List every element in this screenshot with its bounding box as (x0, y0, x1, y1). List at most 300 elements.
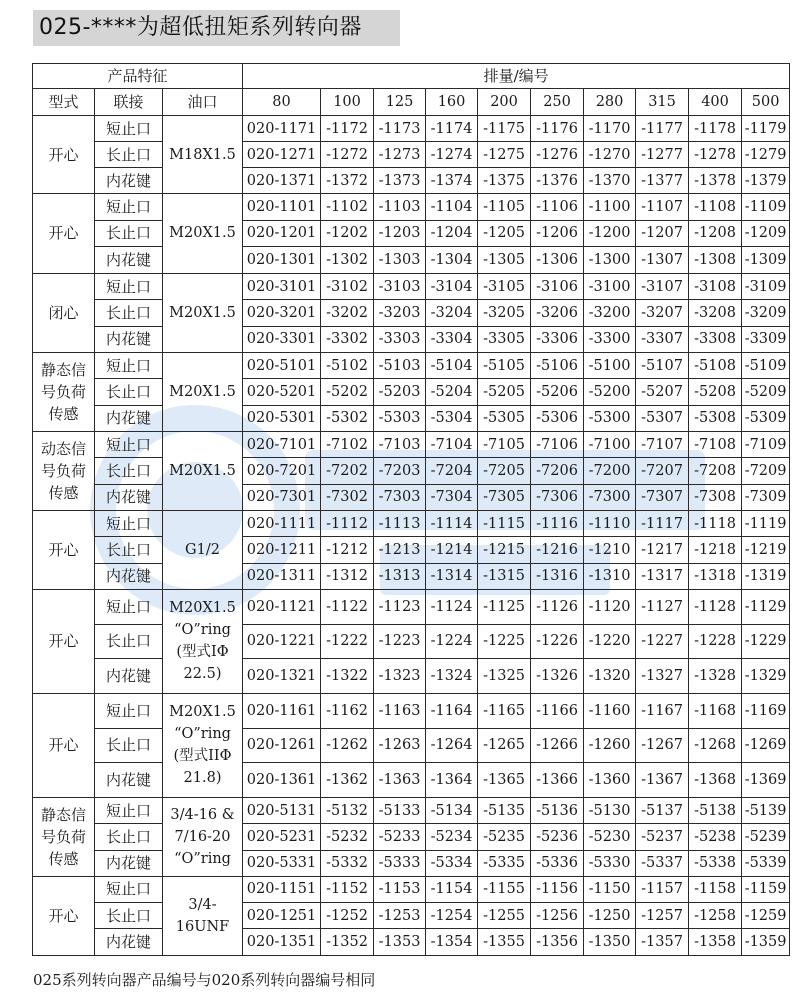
part-number-cell: -1224 (426, 624, 478, 659)
connection-cell: 短止口 (95, 352, 163, 378)
connection-cell: 短止口 (95, 876, 163, 902)
part-number-cell: -7304 (426, 484, 478, 510)
part-number-cell: -1302 (321, 247, 374, 274)
header-displacement-value: 500 (742, 89, 790, 116)
part-number-cell: -1202 (321, 220, 374, 247)
part-number-cell: 020-1351 (243, 929, 321, 955)
table-row (33, 352, 790, 378)
part-number-cell: 020-1111 (243, 510, 321, 536)
part-number-cell: -5330 (584, 850, 636, 876)
spec-table (32, 63, 790, 956)
part-number-cell: 020-1161 (243, 693, 321, 728)
part-number-cell: -1205 (478, 220, 531, 247)
connection-cell: 短止口 (95, 431, 163, 457)
part-number-cell: -5209 (742, 379, 790, 405)
part-number-cell: -1322 (321, 659, 374, 694)
part-number-cell: -5200 (584, 379, 636, 405)
port-label: M18X1.5 (169, 146, 236, 163)
table-row (33, 116, 790, 142)
part-number-cell: -1378 (689, 168, 742, 194)
part-number-cell: -5208 (689, 379, 742, 405)
part-number-cell: -1274 (426, 142, 478, 168)
table-row (33, 142, 790, 168)
type-label: 号负荷 (40, 461, 86, 480)
part-number-cell: -1117 (636, 510, 689, 536)
part-number-cell: -5335 (478, 850, 531, 876)
part-number-cell: -5132 (321, 797, 374, 823)
part-number-cell: -1129 (742, 589, 790, 624)
part-number-cell: -3106 (531, 273, 584, 299)
part-number-cell: -1218 (689, 537, 742, 563)
part-number-cell: 020-1271 (243, 142, 321, 168)
part-number-cell: -5136 (531, 797, 584, 823)
part-number-cell: -1225 (478, 624, 531, 659)
part-number-cell: -7200 (584, 458, 636, 484)
table-row (33, 624, 790, 659)
part-number-cell: 020-1371 (243, 168, 321, 194)
part-number-cell: -7206 (531, 458, 584, 484)
part-number-cell: -1115 (478, 510, 531, 536)
connection-cell: 长止口 (95, 537, 163, 563)
part-number-cell: -1229 (742, 624, 790, 659)
part-number-cell: -1317 (636, 563, 689, 589)
part-number-cell: -5338 (689, 850, 742, 876)
connection-cell: 长止口 (95, 824, 163, 850)
connection-cell: 长止口 (95, 624, 163, 659)
part-number-cell: -1309 (742, 247, 790, 274)
part-number-cell: -1360 (584, 763, 636, 798)
part-number-cell: -3308 (689, 326, 742, 352)
part-number-cell: -3302 (321, 326, 374, 352)
part-number-cell: -7103 (374, 431, 426, 457)
header-row (33, 64, 790, 89)
part-number-cell: -1165 (478, 693, 531, 728)
footnote: 025系列转向器产品编号与020系列转向器编号相同 (33, 971, 376, 989)
table-row (33, 168, 790, 194)
part-number-cell: -5105 (478, 352, 531, 378)
port-label: (型式IIΦ (173, 748, 232, 765)
part-number-cell: -5305 (478, 405, 531, 431)
part-number-cell: -5107 (636, 352, 689, 378)
type-label: 号负荷 (40, 382, 86, 401)
part-number-cell: -5203 (374, 379, 426, 405)
table-row (33, 728, 790, 763)
table-row (33, 379, 790, 405)
type-label: 开心 (48, 540, 79, 559)
type-label: 开心 (48, 224, 79, 243)
table-row (33, 876, 790, 902)
part-number-cell: -1377 (636, 168, 689, 194)
part-number-cell: -7303 (374, 484, 426, 510)
part-number-cell: 020-5201 (243, 379, 321, 405)
part-number-cell: -5102 (321, 352, 374, 378)
part-number-cell: -1226 (531, 624, 584, 659)
part-number-cell: -3309 (742, 326, 790, 352)
header-displacement-value: 125 (374, 89, 426, 116)
port-cell (163, 797, 243, 876)
part-number-cell: -1314 (426, 563, 478, 589)
part-number-cell: -7308 (689, 484, 742, 510)
part-number-cell: -3207 (636, 300, 689, 326)
part-number-cell: 020-7101 (243, 431, 321, 457)
part-number-cell: -5303 (374, 405, 426, 431)
table-row (33, 850, 790, 876)
part-number-cell: -1315 (478, 563, 531, 589)
connection-cell: 长止口 (95, 903, 163, 929)
part-number-cell: -1352 (321, 929, 374, 955)
part-number-cell: -1357 (636, 929, 689, 955)
part-number-cell: -1156 (531, 876, 584, 902)
type-label: 传感 (48, 849, 79, 868)
part-number-cell: -5302 (321, 405, 374, 431)
part-number-cell: -5104 (426, 352, 478, 378)
part-number-cell: -1163 (374, 693, 426, 728)
part-number-cell: -1258 (689, 903, 742, 929)
part-number-cell: -3102 (321, 273, 374, 299)
part-number-cell: -1162 (321, 693, 374, 728)
part-number-cell: 020-3201 (243, 300, 321, 326)
part-number-cell: -1270 (584, 142, 636, 168)
table-row (33, 458, 790, 484)
part-number-cell: -7106 (531, 431, 584, 457)
port-cell (163, 194, 243, 274)
header-row (33, 89, 790, 116)
connection-cell: 短止口 (95, 589, 163, 624)
part-number-cell: -7207 (636, 458, 689, 484)
part-number-cell: -1272 (321, 142, 374, 168)
part-number-cell: 020-1201 (243, 220, 321, 247)
part-number-cell: -1255 (478, 903, 531, 929)
part-number-cell: -1100 (584, 194, 636, 221)
part-number-cell: -5133 (374, 797, 426, 823)
header-features: 产品特征 (33, 64, 243, 89)
part-number-cell: -5230 (584, 824, 636, 850)
part-number-cell: -1219 (742, 537, 790, 563)
part-number-cell: -1262 (321, 728, 374, 763)
part-number-cell: -1128 (689, 589, 742, 624)
part-number-cell: 020-5231 (243, 824, 321, 850)
part-number-cell: -1267 (636, 728, 689, 763)
part-number-cell: -1275 (478, 142, 531, 168)
part-number-cell: -1127 (636, 589, 689, 624)
part-number-cell: -1279 (742, 142, 790, 168)
header-displacement-value: 200 (478, 89, 531, 116)
type-label: 静态信 (40, 360, 86, 379)
part-number-cell: -1367 (636, 763, 689, 798)
connection-cell: 短止口 (95, 273, 163, 299)
part-number-cell: -1169 (742, 693, 790, 728)
port-label: M20X1.5 (169, 600, 236, 617)
part-number-cell: -3104 (426, 273, 478, 299)
part-number-cell: -1122 (321, 589, 374, 624)
connection-cell: 内花键 (95, 659, 163, 694)
part-number-cell: -1215 (478, 537, 531, 563)
part-number-cell: -1329 (742, 659, 790, 694)
part-number-cell: -5235 (478, 824, 531, 850)
part-number-cell: -3107 (636, 273, 689, 299)
part-number-cell: -1376 (531, 168, 584, 194)
part-number-cell: -1113 (374, 510, 426, 536)
type-cell (33, 431, 95, 510)
part-number-cell: -5339 (742, 850, 790, 876)
part-number-cell: -1220 (584, 624, 636, 659)
type-cell (33, 797, 95, 876)
part-number-cell: -7305 (478, 484, 531, 510)
type-label: 传感 (48, 483, 79, 502)
header-connection: 联接 (95, 89, 163, 116)
part-number-cell: -5205 (478, 379, 531, 405)
part-number-cell: -7204 (426, 458, 478, 484)
part-number-cell: -1369 (742, 763, 790, 798)
part-number-cell: -3307 (636, 326, 689, 352)
part-number-cell: -7307 (636, 484, 689, 510)
part-number-cell: -3304 (426, 326, 478, 352)
connection-cell: 短止口 (95, 194, 163, 221)
part-number-cell: -1356 (531, 929, 584, 955)
part-number-cell: -1104 (426, 194, 478, 221)
connection-cell: 内花键 (95, 929, 163, 955)
type-label: 开心 (48, 736, 79, 755)
part-number-cell: -1107 (636, 194, 689, 221)
part-number-cell: -1175 (478, 116, 531, 142)
part-number-cell: -1160 (584, 693, 636, 728)
part-number-cell: -1265 (478, 728, 531, 763)
part-number-cell: 020-1311 (243, 563, 321, 589)
connection-cell: 短止口 (95, 693, 163, 728)
part-number-cell: -5204 (426, 379, 478, 405)
part-number-cell: -1268 (689, 728, 742, 763)
part-number-cell: -1364 (426, 763, 478, 798)
table-row (33, 326, 790, 352)
part-number-cell: -5238 (689, 824, 742, 850)
connection-cell: 长止口 (95, 379, 163, 405)
part-number-cell: -3200 (584, 300, 636, 326)
table-row (33, 537, 790, 563)
part-number-cell: 020-1211 (243, 537, 321, 563)
part-number-cell: -1114 (426, 510, 478, 536)
part-number-cell: -1123 (374, 589, 426, 624)
connection-cell: 内花键 (95, 850, 163, 876)
part-number-cell: -7208 (689, 458, 742, 484)
part-number-cell: -1269 (742, 728, 790, 763)
part-number-cell: -1150 (584, 876, 636, 902)
connection-cell: 内花键 (95, 247, 163, 274)
connection-cell: 短止口 (95, 797, 163, 823)
part-number-cell: -1252 (321, 903, 374, 929)
port-cell (163, 876, 243, 955)
part-number-cell: -5103 (374, 352, 426, 378)
part-number-cell: -5333 (374, 850, 426, 876)
part-number-cell: -7306 (531, 484, 584, 510)
part-number-cell: -5106 (531, 352, 584, 378)
part-number-cell: 020-3301 (243, 326, 321, 352)
part-number-cell: -5100 (584, 352, 636, 378)
part-number-cell: -5232 (321, 824, 374, 850)
part-number-cell: -7203 (374, 458, 426, 484)
part-number-cell: -1125 (478, 589, 531, 624)
part-number-cell: -7309 (742, 484, 790, 510)
part-number-cell: 020-1121 (243, 589, 321, 624)
part-number-cell: -5308 (689, 405, 742, 431)
type-cell (33, 194, 95, 274)
part-number-cell: -1157 (636, 876, 689, 902)
part-number-cell: -1102 (321, 194, 374, 221)
part-number-cell: -1206 (531, 220, 584, 247)
part-number-cell: -1365 (478, 763, 531, 798)
port-cell (163, 273, 243, 352)
part-number-cell: -1305 (478, 247, 531, 274)
part-number-cell: -1253 (374, 903, 426, 929)
part-number-cell: -5109 (742, 352, 790, 378)
port-label: 21.8) (183, 770, 222, 787)
port-label: 3/4-16UNF (175, 896, 230, 935)
table-row (33, 563, 790, 589)
part-number-cell: -7209 (742, 458, 790, 484)
part-number-cell: -1355 (478, 929, 531, 955)
part-number-cell: -1159 (742, 876, 790, 902)
port-cell (163, 693, 243, 797)
type-label: 传感 (48, 404, 79, 423)
part-number-cell: -1273 (374, 142, 426, 168)
type-label: 静态信 (40, 805, 86, 824)
part-number-cell: -1170 (584, 116, 636, 142)
part-number-cell: -7202 (321, 458, 374, 484)
table-row (33, 220, 790, 247)
part-number-cell: -1327 (636, 659, 689, 694)
part-number-cell: -5135 (478, 797, 531, 823)
part-number-cell: -5334 (426, 850, 478, 876)
part-number-cell: -1172 (321, 116, 374, 142)
part-number-cell: -5134 (426, 797, 478, 823)
part-number-cell: -1313 (374, 563, 426, 589)
part-number-cell: -7109 (742, 431, 790, 457)
part-number-cell: -5306 (531, 405, 584, 431)
port-label: 3/4-16 & (170, 806, 235, 823)
header-displacement-value: 160 (426, 89, 478, 116)
table-row (33, 659, 790, 694)
part-number-cell: -5337 (636, 850, 689, 876)
part-number-cell: -1264 (426, 728, 478, 763)
connection-cell: 内花键 (95, 168, 163, 194)
type-label: 闭心 (48, 303, 79, 322)
port-cell (163, 116, 243, 194)
part-number-cell: -7302 (321, 484, 374, 510)
part-number-cell: -3109 (742, 273, 790, 299)
part-number-cell: -5138 (689, 797, 742, 823)
part-number-cell: -1223 (374, 624, 426, 659)
part-number-cell: -1363 (374, 763, 426, 798)
part-number-cell: 020-1361 (243, 763, 321, 798)
port-label: (型式IΦ (176, 644, 229, 661)
type-cell (33, 589, 95, 693)
connection-cell: 内花键 (95, 326, 163, 352)
part-number-cell: -1210 (584, 537, 636, 563)
connection-cell: 长止口 (95, 458, 163, 484)
part-number-cell: -1227 (636, 624, 689, 659)
part-number-cell: -5332 (321, 850, 374, 876)
part-number-cell: -1208 (689, 220, 742, 247)
part-number-cell: -5130 (584, 797, 636, 823)
header-port: 油口 (163, 89, 243, 116)
part-number-cell: -1118 (689, 510, 742, 536)
part-number-cell: -5239 (742, 824, 790, 850)
part-number-cell: -1119 (742, 510, 790, 536)
part-number-cell: -1278 (689, 142, 742, 168)
part-number-cell: -5309 (742, 405, 790, 431)
part-number-cell: -1319 (742, 563, 790, 589)
part-number-cell: -1326 (531, 659, 584, 694)
header-displacement-value: 315 (636, 89, 689, 116)
part-number-cell: -3208 (689, 300, 742, 326)
page-title: 025-****为超低扭矩系列转向器 (39, 15, 362, 40)
part-number-cell: -1222 (321, 624, 374, 659)
port-label: 22.5) (183, 666, 222, 683)
connection-cell: 长止口 (95, 220, 163, 247)
part-number-cell: -3100 (584, 273, 636, 299)
part-number-cell: -3205 (478, 300, 531, 326)
type-cell (33, 116, 95, 194)
part-number-cell: -1307 (636, 247, 689, 274)
table-row (33, 194, 790, 221)
part-number-cell: -1350 (584, 929, 636, 955)
port-cell (163, 431, 243, 510)
part-number-cell: -1164 (426, 693, 478, 728)
connection-cell: 长止口 (95, 142, 163, 168)
part-number-cell: -7108 (689, 431, 742, 457)
part-number-cell: -1204 (426, 220, 478, 247)
part-number-cell: -1177 (636, 116, 689, 142)
part-number-cell: -1213 (374, 537, 426, 563)
part-number-cell: 020-5131 (243, 797, 321, 823)
type-label: 动态信 (40, 439, 86, 458)
connection-cell: 短止口 (95, 510, 163, 536)
part-number-cell: 020-1301 (243, 247, 321, 274)
table-row (33, 300, 790, 326)
part-number-cell: -1203 (374, 220, 426, 247)
part-number-cell: -3202 (321, 300, 374, 326)
table-row (33, 929, 790, 955)
part-number-cell: -1375 (478, 168, 531, 194)
port-label: “O”ring (174, 726, 231, 743)
part-number-cell: -1106 (531, 194, 584, 221)
part-number-cell: -1259 (742, 903, 790, 929)
part-number-cell: -1217 (636, 537, 689, 563)
table-row (33, 484, 790, 510)
part-number-cell: 020-7201 (243, 458, 321, 484)
table-row (33, 510, 790, 536)
part-number-cell: -1178 (689, 116, 742, 142)
type-cell (33, 273, 95, 352)
part-number-cell: -3105 (478, 273, 531, 299)
part-number-cell: -1353 (374, 929, 426, 955)
part-number-cell: -1354 (426, 929, 478, 955)
part-number-cell: -1310 (584, 563, 636, 589)
part-number-cell: -5336 (531, 850, 584, 876)
part-number-cell: -1308 (689, 247, 742, 274)
part-number-cell: -1304 (426, 247, 478, 274)
part-number-cell: -5307 (636, 405, 689, 431)
part-number-cell: -1158 (689, 876, 742, 902)
part-number-cell: -1323 (374, 659, 426, 694)
part-number-cell: -3303 (374, 326, 426, 352)
part-number-cell: -1312 (321, 563, 374, 589)
port-label: “O”ring (174, 850, 231, 867)
part-number-cell: -3206 (531, 300, 584, 326)
part-number-cell: -1324 (426, 659, 478, 694)
part-number-cell: -1212 (321, 537, 374, 563)
part-number-cell: -1105 (478, 194, 531, 221)
part-number-cell: -1260 (584, 728, 636, 763)
